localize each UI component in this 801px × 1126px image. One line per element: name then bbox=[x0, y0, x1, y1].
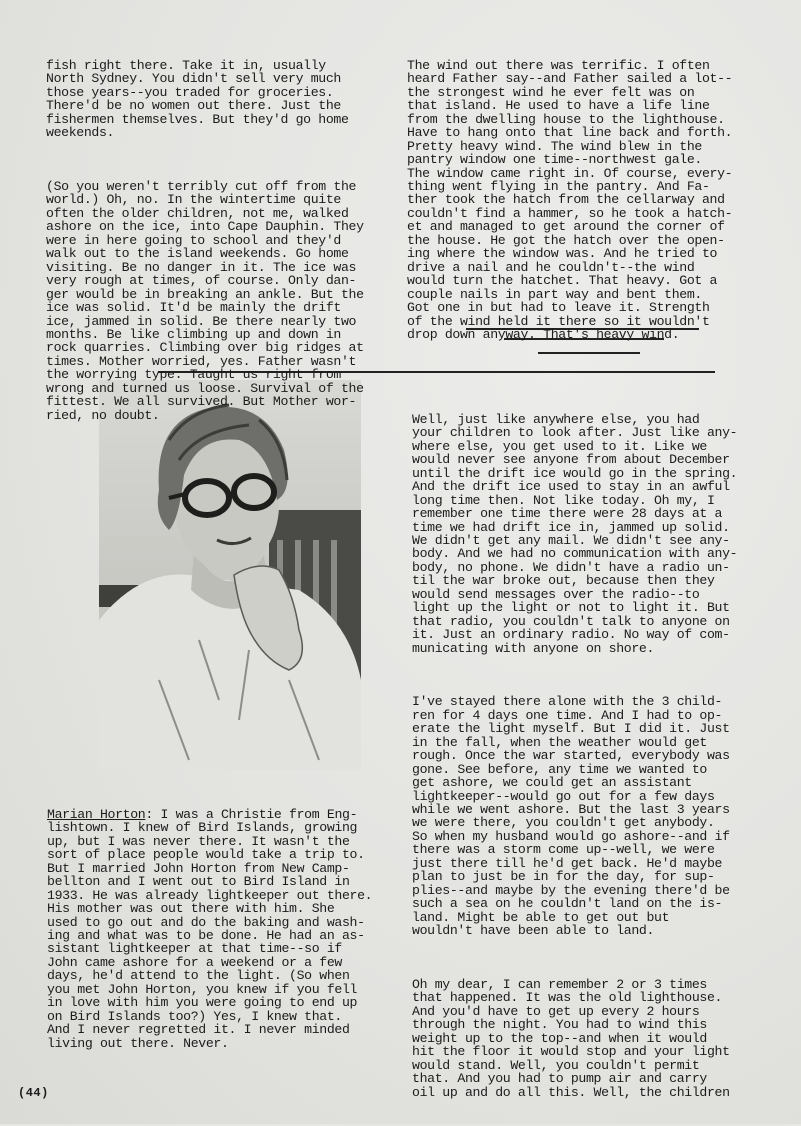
right-column-top bbox=[407, 32, 732, 368]
right-column-bottom bbox=[412, 386, 737, 1126]
left-column-top bbox=[46, 32, 364, 449]
paragraph: The wind out there was terrific. I often heard Father say--and Father sailed a lot-- the strongest wind he ever felt was on that island. He used to have a life line from the dwelling house to the lighthouse. Have to hang onto that line back and forth. Pretty heavy wind. The wind blew in the pantry window one time--northwest gale. The window came right in. Of course, every- thing went flying in the pantry. And Fa- ther took the hatch from the cellarway and couldn't find a hammer, so he took a hatch- et and managed to get around the corner of the house. He got the hatch over the open- ing where the window was. And he tried to drive a nail and he couldn't--the wind would turn the hatchet. That heavy. Got a couple nails in part way and bent them. Got one in but had to leave it. Strength of the wind held it there so it wouldn't drop down anyway. That's heavy wind. bbox=[407, 57, 733, 342]
paragraph: Oh my dear, I can remember 2 or 3 times that happened. It was the old lighthouse. And you'd have to get up every 2 hours through the night. You had to wind this weight up to the top--and when it would hit the floor it would stop and your light would stand. Well, you couldn't permit that. And you had to pump air and carry oil up and do all this. Well, the children bbox=[412, 976, 730, 1100]
first-line: : I was a Christie from Eng- bbox=[145, 806, 358, 822]
paragraph: (So you weren't terribly cut off from the world.) Oh, no. In the wintertime quite often the older children, not me, walked ashore on the ice, into Cape Dauphin. They were in here going to school and they'd walk out to the island weekends. Go home visiting. Be no danger in it. The ice was very rough at times, of course. Only dan- ger would be in breaking an ankle. But the ice was solid. It'd be mainly the drift ice, jammed in solid. Be there nearly two months. Be like climbing up and down in rock quarries. Climbing over big ridges at times. Mother worried, yes. Father wasn't the worrying type. Taught us right from wrong and turned us loose. Survival of the fittest. We all survived. But Mother wor- ried, no doubt. bbox=[46, 178, 364, 423]
paragraph-body: lishtown. I knew of Bird Islands, growing up, but I was never there. It wasn't the sort of place people would take a trip to. But I married John Horton from New Camp- bellton and I went out to Bird Island in 1933. He was already lightkeeper out there. His mother was out there with him. She used to go out and do the baking and wash- ing and what was to be done. He had an as- sistant lightkeeper at that time--so if John came ashore for a weekend or a few days, he'd attend to the light. (So when you met John Horton, you knew if you fell in love with him you were going to end up on Bird Islands too?) Yes, I knew that. And I never regretted it. I never minded living out there. Never. bbox=[47, 820, 373, 1051]
page-number: (44) bbox=[18, 1086, 49, 1100]
speaker-name: Marian Horton bbox=[47, 806, 146, 822]
paragraph: Well, just like anywhere else, you had your children to look after. Just like any- where else, you get used to it. Like we would never see anyone from about December until the drift ice would go in the spring. And the drift ice used to stay in an awful long time then. Not like today. Oh my, I remember one time there were 28 days at a time we had drift ice in, jammed up solid. We didn't get any mail. We didn't see any- body. And we had no communication with any- body, no phone. We didn't have a radio un- til the war broke out, because then they would send messages over the radio--to light up the light or not to light it. But that radio, you couldn't talk to anyone on it. Just an ordinary radio. No way of com- municating with anyone on shore. bbox=[412, 411, 738, 656]
interview-paragraph bbox=[47, 808, 372, 1050]
paragraph: fish right there. Take it in, usually North Sydney. You didn't sell very much those years--you traded for groceries. There'd be no women out there. Just the fishermen themselves. But they'd go home weekends. bbox=[46, 57, 349, 141]
paragraph: I've stayed there alone with the 3 child- ren for 4 days one time. And I had to op- erate the light myself. But I did it. Just in the fall, when the weather would get rough. Once the war started, everybody was gone. See before, any time we wanted to get ashore, we could get an assistant lightkeeper--would go out for a few days while we went ashore. But the last 3 years we were there, you couldn't get anybody. So when my husband would go ashore--and if there was a storm come up--well, we were just there till he'd get back. He'd maybe plan to just be in for the day, for sup- plies--and maybe by the evening there'd be such a sea on he couldn't land on the is- land. Might be able to get out but wouldn't have been able to land. bbox=[412, 694, 730, 939]
left-column-bottom bbox=[47, 781, 372, 1077]
